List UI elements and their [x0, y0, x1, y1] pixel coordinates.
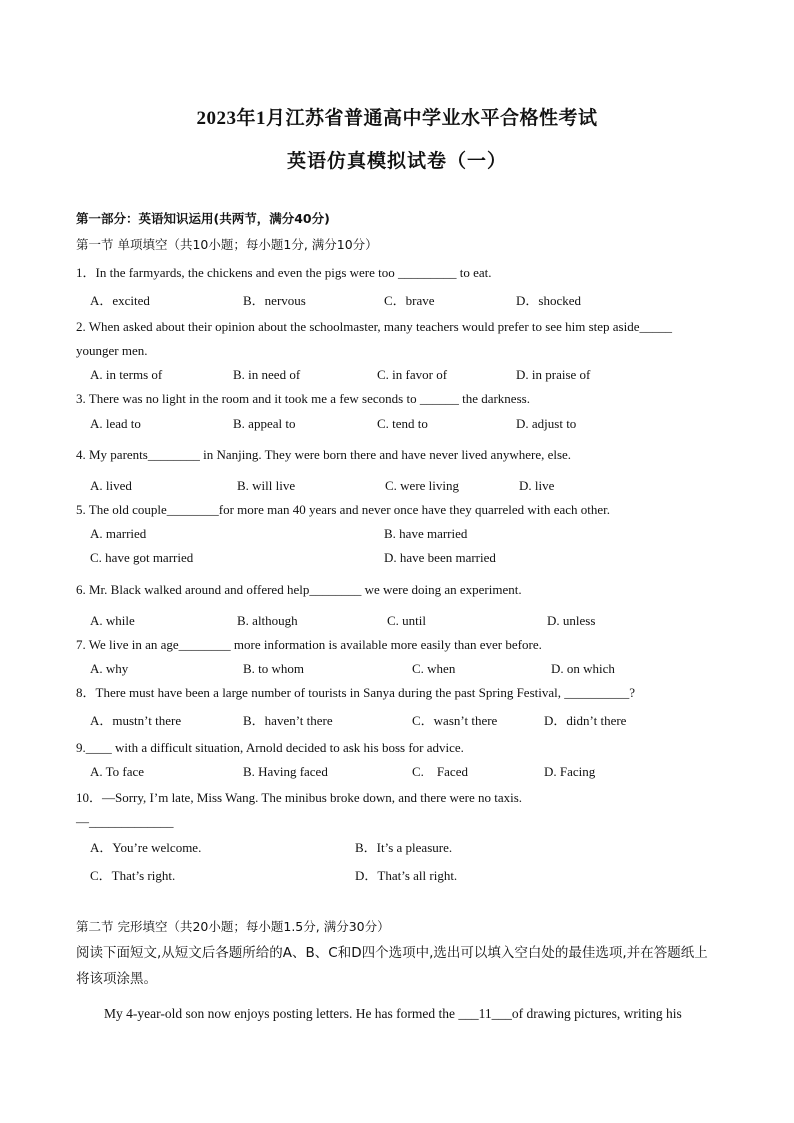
- question-4-option-b: B. will live: [237, 478, 296, 493]
- exam-subtitle: 英语仿真模拟试卷（一）: [286, 151, 507, 172]
- question-7-option-a: A. why: [90, 661, 129, 676]
- question-9-option-d: D. Facing: [544, 764, 596, 779]
- question-10-option-b: B．It’s a pleasure.: [355, 840, 453, 855]
- question-5-stem: 5. The old couple________for more man 40 years and never once have they quarreled with each other.: [76, 502, 611, 517]
- question-9-option-b: B. Having faced: [243, 764, 328, 779]
- question-7-option-c: C. when: [412, 661, 456, 676]
- question-2-stem: 2. When asked about their opinion about the schoolmaster, many teachers would prefer to see him step aside_____: [76, 319, 672, 334]
- question-5-option-b: B. have married: [384, 526, 468, 541]
- question-9-option-a: A. To face: [90, 764, 145, 779]
- question-8-stem: 8．There must have been a large number of tourists in Sanya during the past Spring Festival, __________?: [76, 685, 636, 700]
- question-10-option-a: A．You’re welcome.: [90, 840, 202, 855]
- question-1-stem: 1．In the farmyards, the chickens and even the pigs were too _________ to eat.: [76, 265, 492, 280]
- question-7-stem: 7. We live in an age________ more information is available more easily than ever before.: [76, 637, 542, 652]
- part1-heading: 第一部分：英语知识运用(共两节，满分40分): [76, 211, 330, 226]
- question-7-option-b: B. to whom: [243, 661, 305, 676]
- question-4-option-a: A. lived: [90, 478, 132, 493]
- question-3-option-d: D. adjust to: [516, 416, 577, 431]
- question-2-option-c: C. in favor of: [377, 367, 448, 382]
- question-3-option-a: A. lead to: [90, 416, 141, 431]
- question-6-stem: 6. Mr. Black walked around and offered help________ we were doing an experiment.: [76, 582, 522, 597]
- question-6-option-b: B. although: [237, 613, 298, 628]
- question-2-stem-cont: younger men.: [76, 343, 148, 358]
- exam-title: 2023年1月江苏省普通高中学业水平合格性考试: [196, 108, 598, 129]
- question-9-stem: 9.____ with a difficult situation, Arnold decided to ask his boss for advice.: [76, 740, 464, 755]
- question-6-option-c: C. until: [387, 613, 427, 628]
- question-4-stem: 4. My parents________ in Nanjing. They were born there and have never lived anywhere, else.: [76, 447, 572, 462]
- question-1-option-d: D．shocked: [516, 293, 581, 308]
- question-1-option-a: A．excited: [90, 293, 150, 308]
- section1-heading: 第一节 单项填空（共10小题；每小题1分, 满分10分）: [76, 237, 378, 252]
- question-4-option-c: C. were living: [385, 478, 460, 493]
- question-10-option-c: C．That’s right.: [90, 868, 176, 883]
- question-8-option-b: B．haven’t there: [243, 713, 333, 728]
- question-3-stem: 3. There was no light in the room and it took me a few seconds to ______ the darkness.: [76, 391, 530, 406]
- question-6-option-d: D. unless: [547, 613, 596, 628]
- question-7-option-d: D. on which: [551, 661, 615, 676]
- question-2-option-b: B. in need of: [233, 367, 301, 382]
- question-1-option-b: B．nervous: [243, 293, 306, 308]
- question-6-option-a: A. while: [90, 613, 135, 628]
- question-3-option-b: B. appeal to: [233, 416, 296, 431]
- question-5-option-a: A. married: [90, 526, 147, 541]
- question-3-option-c: C. tend to: [377, 416, 428, 431]
- question-2-option-a: A. in terms of: [90, 367, 163, 382]
- question-9-option-c: C. Faced: [412, 764, 468, 779]
- question-10-stem: 10．—Sorry, I’m late, Miss Wang. The minibus broke down, and there were no taxis.: [76, 790, 523, 805]
- question-1-option-c: C．brave: [384, 293, 435, 308]
- question-10-option-d: D．That’s all right.: [355, 868, 458, 883]
- question-2-option-d: D. in praise of: [516, 367, 591, 382]
- question-5-option-c: C. have got married: [90, 550, 194, 565]
- section2-instruction: 阅读下面短文,从短文后各题所给的A、B、C和D四个选项中,选出可以填入空白处的最佳选项,并在答题纸上将该项涂黑。: [76, 945, 708, 987]
- question-8-option-a: A．mustn’t there: [90, 713, 182, 728]
- question-8-option-c: C．wasn’t there: [412, 713, 498, 728]
- passage-start: My 4-year-old son now enjoys posting letters. He has formed the ___11___of drawing pictures, writing his: [104, 1006, 682, 1021]
- question-5-option-d: D. have been married: [384, 550, 496, 565]
- question-4-option-d: D. live: [519, 478, 555, 493]
- section2-heading: 第二节 完形填空（共20小题；每小题1.5分, 满分30分）: [76, 919, 390, 934]
- question-10-stem-cont: —_____________: [76, 814, 174, 829]
- question-8-option-d: D．didn’t there: [544, 713, 627, 728]
